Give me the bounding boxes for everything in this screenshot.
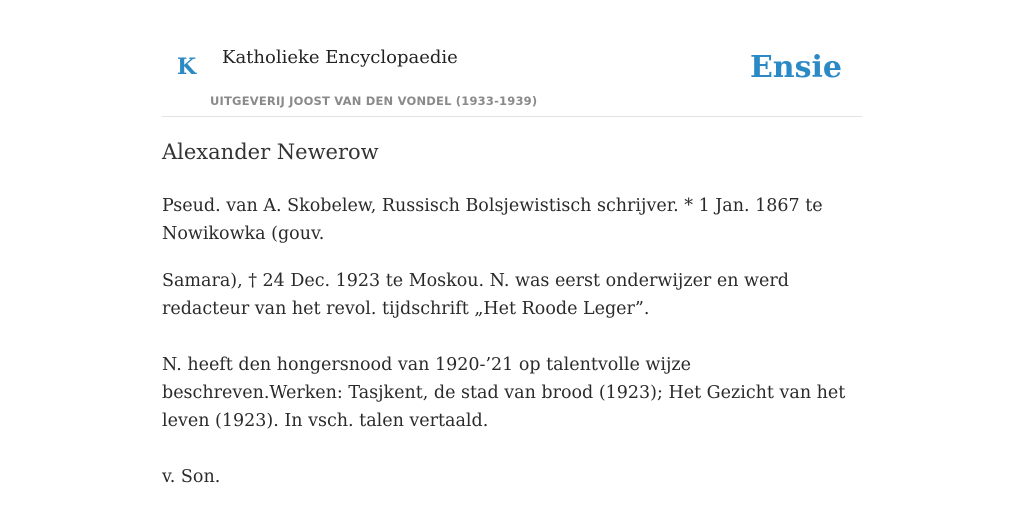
article-title: Alexander Newerow — [162, 140, 379, 164]
publisher-subtitle: UITGEVERIJ JOOST VAN DEN VONDEL (1933-1939) — [210, 94, 538, 108]
article-author: v. Son. — [162, 467, 221, 487]
article-paragraph-3: N. heeft den hongersnood van 1920-’21 op talentvolle wijze beschreven.Werken: Tasjkent, de stad van brood (1923); Het Gezicht van het leven (1923). In vsch. talen vertaald. — [162, 355, 846, 431]
article-paragraph-2: Samara), † 24 Dec. 1923 te Moskou. N. was eerst onderwijzer en werd redacteur van het revol. tijdschrift „Het Roode Leger”. — [162, 271, 789, 319]
article-paragraph-1: Pseud. van A. Skobelew, Russisch Bolsjewistisch schrijver. * 1 Jan. 1867 te Nowikowka (gouv. — [162, 196, 823, 244]
site-title[interactable]: Katholieke Encyclopaedie — [222, 47, 458, 68]
logo-k-icon[interactable]: K — [177, 54, 197, 80]
site-header — [162, 0, 862, 117]
ensie-logo[interactable]: Ensie — [749, 50, 842, 85]
page-container — [162, 0, 862, 487]
